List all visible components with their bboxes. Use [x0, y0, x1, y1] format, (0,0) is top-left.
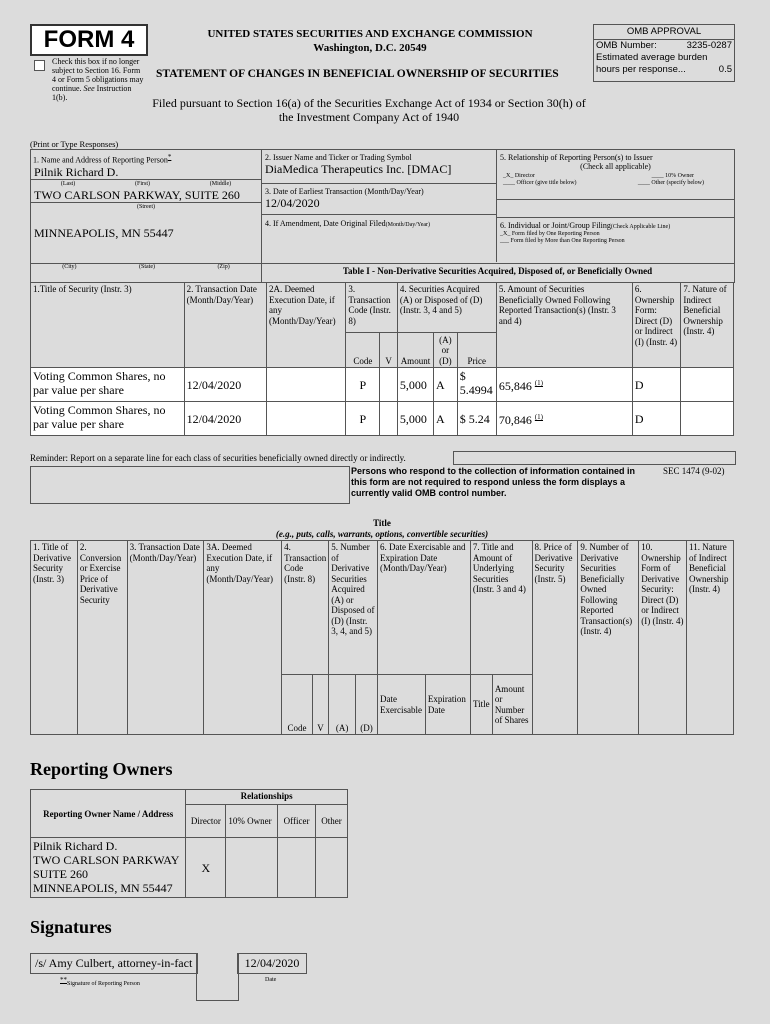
agency-name: UNITED STATES SECURITIES AND EXCHANGE COMMISSION	[207, 28, 533, 40]
signature-box	[30, 953, 198, 974]
reporting-owners-heading: Reporting Owners	[30, 759, 173, 779]
t1-r2-footnote[interactable]: (1)	[534, 413, 544, 421]
form-title: FORM 4	[43, 26, 135, 53]
box2-label: 2. Issuer Name and Ticker or Trading Symbol	[265, 153, 412, 162]
t2-h6: 6. Date Exercisable and Expiration Date (Month/Day/Year)	[377, 541, 470, 675]
one-person-line: _X_ Form filed by One Reporting Person	[500, 231, 600, 237]
t1-code-h: Code	[346, 333, 380, 368]
t2-h10: 10. Ownership Form of Derivative Security: Direct (D) or Indirect (I) (Instr. 4)	[639, 541, 687, 735]
issuer-name: DiaMedica Therapeutics Inc. [DMAC]	[265, 162, 452, 176]
state-label: (State)	[139, 264, 155, 270]
box6-label: 6. Individual or Joint/Group Filing	[500, 221, 611, 230]
box1-name-address: 1. Name and Address of Reporting Person* Pilnik Richard D. (Last) (First) (Middle) TWO CARLSON PARKWAY, SUITE 260 (Street) MINNEAPOLIS, MN 55447	[31, 150, 262, 262]
omb-burden-label: Estimated average burden	[596, 52, 708, 63]
print-type-note: (Print or Type Responses)	[30, 139, 119, 149]
t1-r1-code: P	[346, 368, 380, 402]
table2-derivative	[30, 540, 734, 735]
more-person-line: ___ Form filed by More than One Reporting Person	[500, 238, 625, 244]
first-label: (First)	[135, 180, 150, 187]
t2-h7: 7. Title and Amount of Underlying Securities (Instr. 3 and 4)	[470, 541, 532, 675]
reminder-input-right	[453, 451, 736, 465]
street-label: (Street)	[31, 202, 261, 226]
ro-director: Director	[186, 805, 226, 838]
t1-r1-ad: A	[433, 368, 457, 402]
box1-label: 1. Name and Address of Reporting Person	[33, 155, 168, 165]
t2-h9: 9. Number of Derivative Securities Beneficially Owned Following Reported Transaction(s) (Instr. 4)	[578, 541, 639, 735]
t1-r2-owned: 70,846	[498, 413, 532, 427]
last-label: (Last)	[60, 180, 76, 187]
form-title-box	[30, 24, 148, 56]
ro-owner-line: Pilnik Richard D.	[33, 839, 118, 853]
earliest-transaction-date: 12/04/2020	[265, 196, 320, 210]
ro-owner-address	[31, 838, 186, 898]
box6-filing	[497, 217, 734, 263]
t2-h11: 11. Nature of Indirect Beneficial Ownership (Instr. 4)	[687, 541, 734, 735]
signature-date: 12/04/2020	[244, 956, 300, 970]
t2-amount-h: Amount or Number of Shares	[492, 675, 532, 735]
box2-issuer	[262, 150, 497, 184]
ro-director-mark: X	[186, 838, 226, 898]
t1-r2-price: $ 5.24	[457, 402, 496, 436]
ro-other: Other	[316, 805, 348, 838]
reporting-person-city: MINNEAPOLIS, MN 55447	[34, 225, 174, 240]
t1-h2a: 2A. Deemed Execution Date, if any (Month/Day/Year)	[267, 283, 346, 368]
agency-city: Washington, D.C. 20549	[313, 42, 427, 54]
reporting-person-name: Pilnik Richard D.	[34, 164, 119, 179]
box3-earliest-transaction	[262, 184, 497, 215]
signature-label: **Signature of Reporting Person	[60, 976, 140, 987]
t1-r1-amount: 5,000	[397, 368, 433, 402]
t2-v-h: V	[312, 675, 328, 735]
box5-relationship	[497, 150, 734, 200]
omb-number-value: 3235-0287	[686, 40, 732, 51]
t1-price-h: Price	[457, 333, 496, 368]
statement-title: STATEMENT OF CHANGES IN BENEFICIAL OWNERSHIP OF SECURITIES	[156, 68, 559, 80]
t1-r1-date: 12/04/2020	[184, 368, 266, 402]
t1-r2-ad: A	[433, 402, 457, 436]
filed-pursuant: Filed pursuant to Section 16(a) of the Securities Exchange Act of 1934 or Section 30(h) of the Investment Company Act of 1940	[152, 96, 586, 124]
t1-r2-code: P	[346, 402, 380, 436]
t1-r2-amount: 5,000	[397, 402, 433, 436]
omb-hours-value: 0.5	[718, 64, 732, 75]
box4-amendment	[262, 215, 497, 262]
t1-h6: 6. Ownership Form: Direct (D) or Indirect (I) (Instr. 4)	[632, 283, 680, 368]
t1-v-h: V	[380, 333, 398, 368]
middle-label: (Middle)	[209, 180, 232, 187]
t1-r1-owned: 65,846	[498, 379, 532, 393]
signatures-heading: Signatures	[30, 917, 112, 937]
omb-hours-label: hours per response...	[596, 64, 686, 75]
ro-owner-line: MINNEAPOLIS, MN 55447	[33, 881, 173, 895]
omb-title: OMB APPROVAL	[594, 25, 734, 40]
no-longer-subject-checkbox[interactable]	[34, 58, 45, 76]
ten-pct-line: ____ 10% Owner	[651, 173, 694, 179]
t2-a-h: (A)	[329, 675, 356, 735]
ro-officer: Officer	[278, 805, 316, 838]
box4-sub: (Month/Day/Year)	[385, 222, 431, 228]
t2-h3: 3. Transaction Date (Month/Day/Year)	[127, 541, 204, 735]
signature-value: /s/ Amy Culbert, attorney-in-fact	[35, 956, 193, 970]
t2-h1: 1. Title of Derivative Security (Instr. 3)	[31, 541, 78, 735]
signature-gap-box	[196, 953, 239, 1001]
t1-h5: 5. Amount of Securities Beneficially Owned Following Reported Transaction(s) (Instr. 3 and 4)	[496, 283, 632, 368]
table2-title: Title	[373, 518, 391, 528]
t1-h1: 1.Title of Security (Instr. 3)	[31, 283, 185, 368]
reminder-input-left	[30, 466, 350, 504]
box4-label: 4. If Amendment, Date Original Filed	[265, 219, 386, 228]
table1-non-derivative	[30, 282, 734, 436]
city-label: (City)	[62, 264, 77, 270]
table2-subtitle: (e.g., puts, calls, warrants, options, convertible securities)	[275, 529, 489, 539]
t2-title-h: Title	[470, 675, 492, 735]
t1-h2: 2. Transaction Date (Month/Day/Year)	[184, 283, 266, 368]
t2-code-h: Code	[282, 675, 313, 735]
t1-h7: 7. Nature of Indirect Beneficial Ownership (Instr. 4)	[681, 283, 734, 368]
t1-r2-date: 12/04/2020	[184, 402, 266, 436]
table-row	[31, 402, 734, 436]
omb-approval-box	[593, 24, 735, 82]
t2-h4: 4. Transaction Code (Instr. 8)	[282, 541, 329, 675]
t1-r1-price: $ 5.4994	[457, 368, 496, 402]
t1-r2-title: Voting Common Shares, no par value per share	[31, 402, 185, 436]
director-line: _X_ Director	[503, 173, 535, 179]
ro-col-name: Reporting Owner Name / Address	[31, 790, 186, 838]
table-row	[31, 368, 734, 402]
sec-code: SEC 1474 (9-02)	[663, 466, 725, 476]
signature-date-box	[237, 953, 307, 974]
t1-r1-title: Voting Common Shares, no par value per share	[31, 368, 185, 402]
t2-h8: 8. Price of Derivative Security (Instr. 5)	[532, 541, 578, 735]
box5-sub: (Check all applicable)	[580, 162, 651, 171]
reporting-person-street: TWO CARLSON PARKWAY, SUITE 260	[34, 187, 240, 202]
reminder-text: Reminder: Report on a separate line for each class of securities beneficially owned directly or indirectly.	[30, 453, 406, 463]
reporting-person-grid	[30, 149, 735, 264]
t1-ad-h: (A) or (D)	[433, 333, 457, 368]
t1-r2-form: D	[632, 402, 680, 436]
t2-exp-h: Expiration Date	[425, 675, 470, 735]
t1-h3: 3. Transaction Code (Instr. 8)	[346, 283, 398, 333]
box6-sub: (Check Applicable Line)	[610, 224, 671, 230]
checkbox-text: Check this box if no longer subject to Section 16. Form 4 or Form 5 obligations may continue. See Instruction 1(b).	[52, 57, 144, 102]
officer-line: ____ Officer (give title below)	[503, 180, 577, 186]
box3-label: 3. Date of Earliest Transaction (Month/Day/Year)	[265, 187, 424, 196]
t1-r1-form: D	[632, 368, 680, 402]
persons-notice: Persons who respond to the collection of information contained in this form are not required to respond unless the form displays a currently valid OMB control number.	[351, 466, 636, 498]
city-state-zip-row	[30, 262, 735, 283]
t1-amount-h: Amount	[397, 333, 433, 368]
reporting-owners-table	[30, 789, 348, 898]
zip-label: (Zip)	[217, 264, 230, 270]
box5-label: 5. Relationship of Reporting Person(s) to Issuer	[500, 153, 653, 162]
ro-ten-pct: 10% Owner	[226, 805, 278, 838]
t2-h3a: 3A. Deemed Execution Date, if any (Month/Day/Year)	[204, 541, 282, 735]
ro-owner-line: SUITE 260	[33, 867, 88, 881]
t2-h2: 2. Conversion or Exercise Price of Derivative Security	[77, 541, 127, 735]
t1-h4: 4. Securities Acquired (A) or Disposed of (D) (Instr. 3, 4 and 5)	[397, 283, 496, 333]
t1-r1-footnote[interactable]: (1)	[534, 379, 544, 387]
omb-number-label: OMB Number:	[596, 40, 657, 51]
ro-owner-line: TWO CARLSON PARKWAY	[33, 853, 180, 867]
other-line: ____ Other (specify below)	[637, 180, 704, 186]
table1-title: Table I - Non-Derivative Securities Acquired, Disposed of, or Beneficially Owned	[342, 266, 653, 276]
date-label: Date	[265, 977, 277, 983]
ro-relationships: Relationships	[186, 790, 348, 805]
t2-date-ex-h: Date Exercisable	[377, 675, 425, 735]
t2-d-h: (D)	[356, 675, 378, 735]
t2-h5: 5. Number of Derivative Securities Acquired (A) or Disposed of (D) (Instr. 3, 4, and 5)	[329, 541, 378, 675]
